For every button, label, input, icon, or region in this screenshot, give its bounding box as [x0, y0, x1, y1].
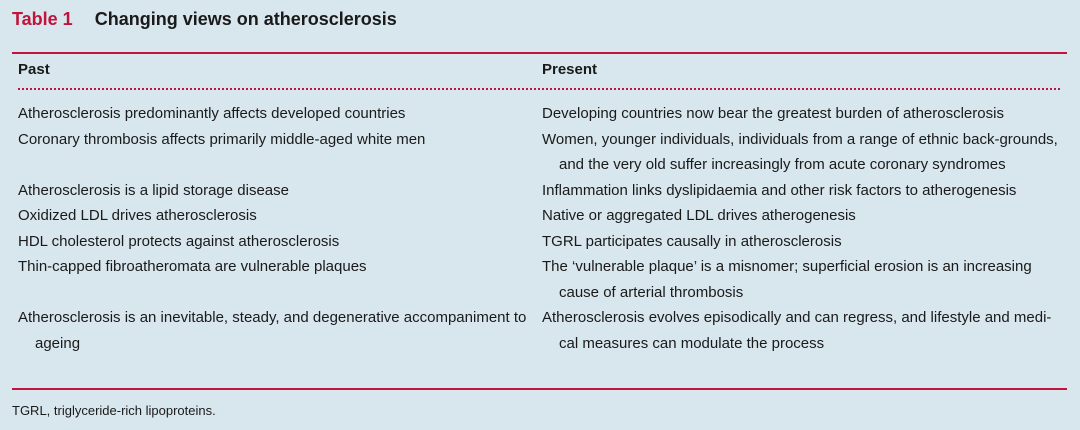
table-row — [0, 203, 1080, 229]
table-row — [0, 254, 1080, 305]
past-cell: HDL cholesterol protects against atherosclerosis — [18, 232, 340, 250]
table-footnote: TGRL, triglyceride-rich lipoproteins. — [12, 403, 216, 418]
past-cell: Atherosclerosis is an inevitable, steady, and degenerative accompaniment to ageing — [18, 309, 527, 352]
column-header-present: Present — [542, 61, 598, 78]
table-row — [0, 127, 1080, 178]
past-cell: Atherosclerosis predominantly affects developed countries — [18, 105, 406, 122]
present-cell: Native or aggregated LDL drives atherogenesis — [542, 207, 856, 224]
table-row — [0, 305, 1080, 356]
present-cell: Developing countries now bear the greatest burden of atherosclerosis — [542, 105, 1004, 122]
present-cell: The ‘vulnerable plaque’ is a misnomer; superficial erosion is an increasing cause of arterial thrombosis — [542, 258, 1032, 301]
header-divider — [18, 88, 1060, 90]
table-row — [0, 101, 1080, 127]
past-cell: Thin-capped fibroatheromata are vulnerable plaques — [18, 258, 367, 275]
present-cell: Women, younger individuals, individuals from a range of ethnic back-grounds, and the very old suffer increasingly from acute coronary syndromes — [542, 130, 1058, 173]
table-title: Changing views on atherosclerosis — [94, 8, 397, 29]
bottom-rule — [12, 388, 1067, 390]
column-header-past: Past — [18, 61, 50, 78]
present-cell: TGRL participates causally in atherosclerosis — [542, 232, 842, 250]
present-cell: Inflammation links dyslipidaemia and other risk factors to atherogenesis — [542, 181, 1017, 199]
table-body — [0, 101, 1080, 356]
table-caption — [12, 6, 397, 32]
past-cell: Atherosclerosis is a lipid storage disease — [18, 181, 289, 199]
table-row — [0, 178, 1080, 204]
table-row — [0, 229, 1080, 255]
top-rule — [12, 52, 1067, 54]
table-label: Table 1 — [12, 8, 73, 29]
past-cell: Coronary thrombosis affects primarily middle-aged white men — [18, 130, 426, 148]
past-cell: Oxidized LDL drives atherosclerosis — [18, 207, 257, 224]
present-cell: Atherosclerosis evolves episodically and can regress, and lifestyle and medi-cal measures can modulate the process — [542, 309, 1052, 352]
